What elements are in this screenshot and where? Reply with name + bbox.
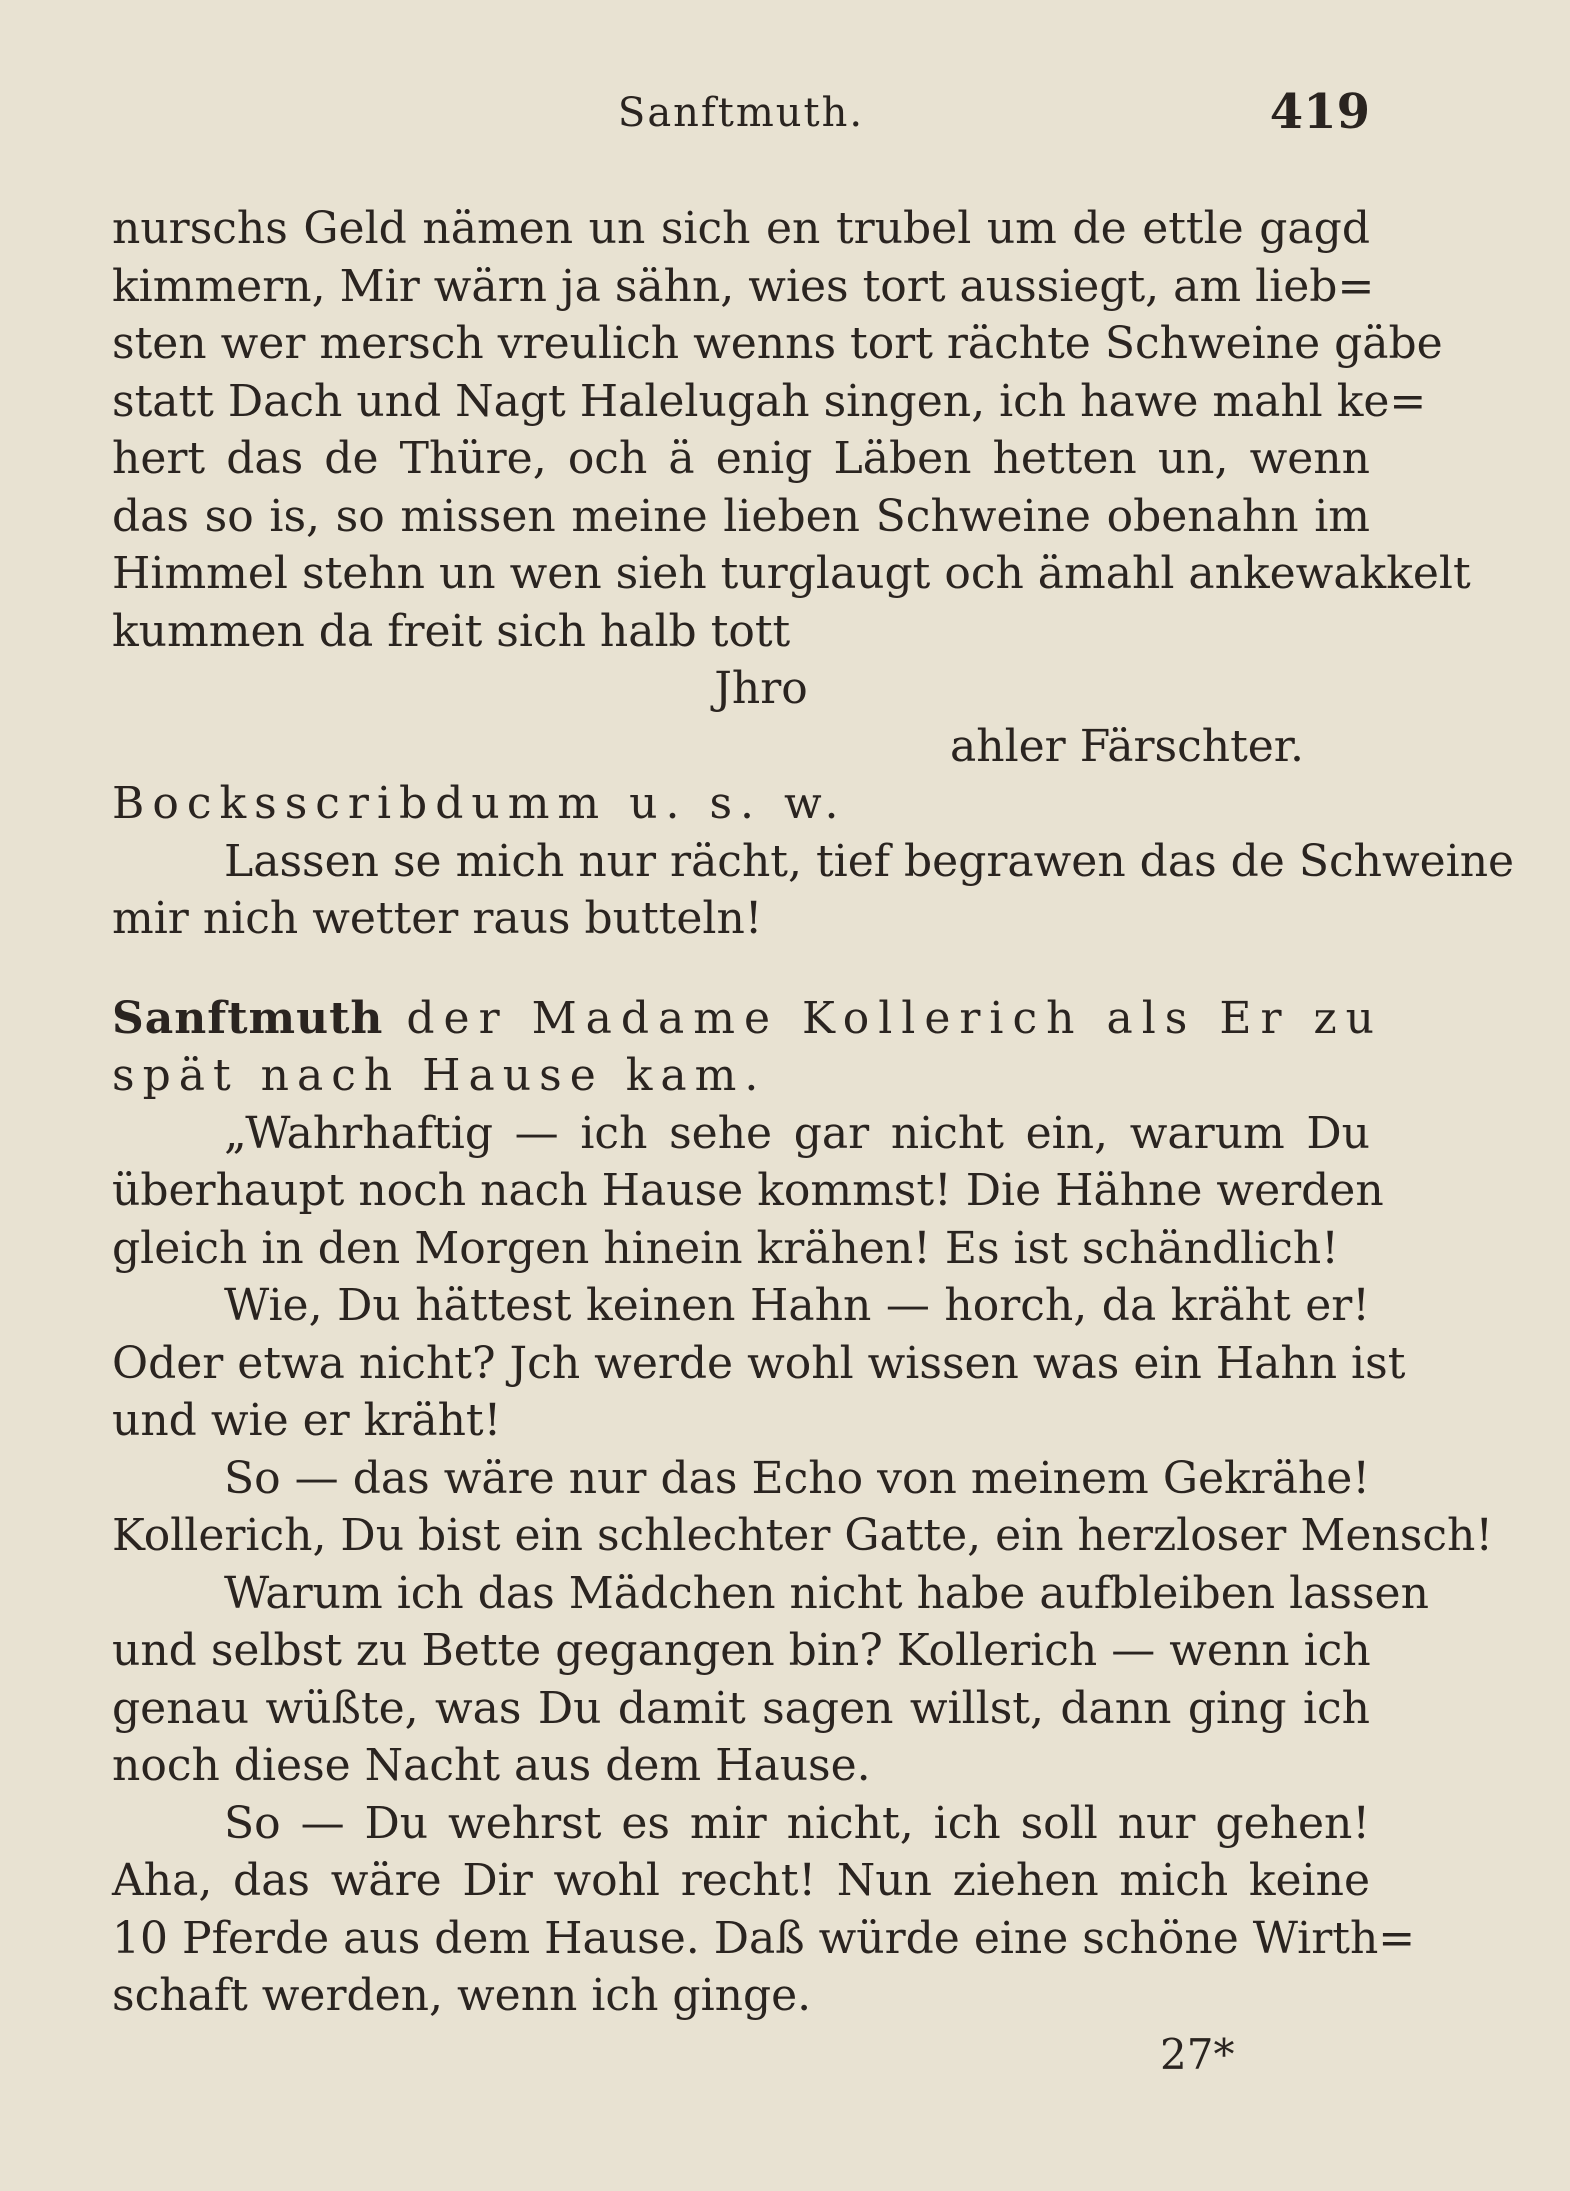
signature-mark: 27*: [1160, 2030, 1235, 2079]
text-line: sten wer mersch vreulich wenns tort rächte Schweine gäbe: [112, 318, 1443, 369]
text-line: und wie er kräht!: [112, 1395, 502, 1446]
sender-name: Bocksscribdumm u. s. w.: [112, 778, 847, 829]
letter-signature: ahler Färschter.: [950, 720, 1304, 772]
text-line: Oder etwa nicht? Jch werde wohl wissen was ein Hahn ist: [112, 1337, 1406, 1389]
text-line: „Wahrhaftig — ich sehe gar nicht ein, warum Du: [224, 1107, 1370, 1159]
text-line: das so is, so missen meine lieben Schweine obenahn im: [112, 490, 1370, 542]
section-heading-continued: spät nach Hause kam.: [112, 1050, 767, 1101]
running-title: Sanftmuth.: [617, 90, 865, 136]
text-line: noch diese Nacht aus dem Hause.: [112, 1740, 871, 1791]
text-line: nurschs Geld nämen un sich en trubel um de ettle gagd: [112, 203, 1370, 254]
text-line: Warum ich das Mädchen nicht habe aufbleiben lassen: [224, 1567, 1429, 1619]
text-line: Kollerich, Du bist ein schlechter Gatte, ein herzloser Mensch!: [112, 1510, 1493, 1561]
text-line: Lassen se mich nur rächt, tief begrawen das de Schweine: [224, 835, 1515, 887]
text-line: und selbst zu Bette gegangen bin? Kollerich — wenn ich: [112, 1625, 1371, 1676]
text-line: überhaupt noch nach Hause kommst! Die Hähne werden: [112, 1165, 1384, 1216]
section-heading-keyword: Sanftmuth: [112, 992, 384, 1044]
text-line: kimmern, Mir wärn ja sähn, wies tort aussiegt, am lieb=: [112, 260, 1375, 312]
running-head: [112, 80, 1370, 150]
page-number: 419: [1269, 84, 1370, 140]
text-line: genau wüßte, was Du damit sagen willst, dann ging ich: [112, 1682, 1370, 1734]
letter-closing: Jhro: [714, 663, 808, 714]
text-line: schaft werden, wenn ich ginge.: [112, 1970, 812, 2021]
text-line: 10 Pferde aus dem Hause. Daß würde eine schöne Wirth=: [112, 1912, 1416, 1964]
text-line: Himmel stehn un wen sieh turglaugt och ämahl ankewakkelt: [112, 548, 1471, 599]
text-line: kummen da freit sich halb tott: [112, 605, 791, 657]
text-line: So — Du wehrst es mir nicht, ich soll nur gehen!: [224, 1797, 1370, 1849]
text-line: Aha, das wäre Dir wohl recht! Nun ziehen mich keine: [112, 1855, 1370, 1906]
text-line: hert das de Thüre, och ä enig Läben hetten un, wenn: [112, 433, 1370, 484]
text-line: gleich in den Morgen hinein krähen! Es ist schändlich!: [112, 1222, 1339, 1274]
section-heading: [112, 990, 1383, 1048]
section-heading-rest: der Madame Kollerich als Er zu: [383, 992, 1383, 1044]
text-line: mir nich wetter raus butteln!: [112, 893, 763, 944]
text-line: statt Dach und Nagt Halelugah singen, ich hawe mahl ke=: [112, 375, 1427, 427]
text-line: So — das wäre nur das Echo von meinem Gekrähe!: [224, 1452, 1370, 1504]
page-body: [112, 200, 1515, 2025]
section-gap: [112, 948, 1370, 990]
text-line: Wie, Du hättest keinen Hahn — horch, da kräht er!: [224, 1280, 1370, 1331]
